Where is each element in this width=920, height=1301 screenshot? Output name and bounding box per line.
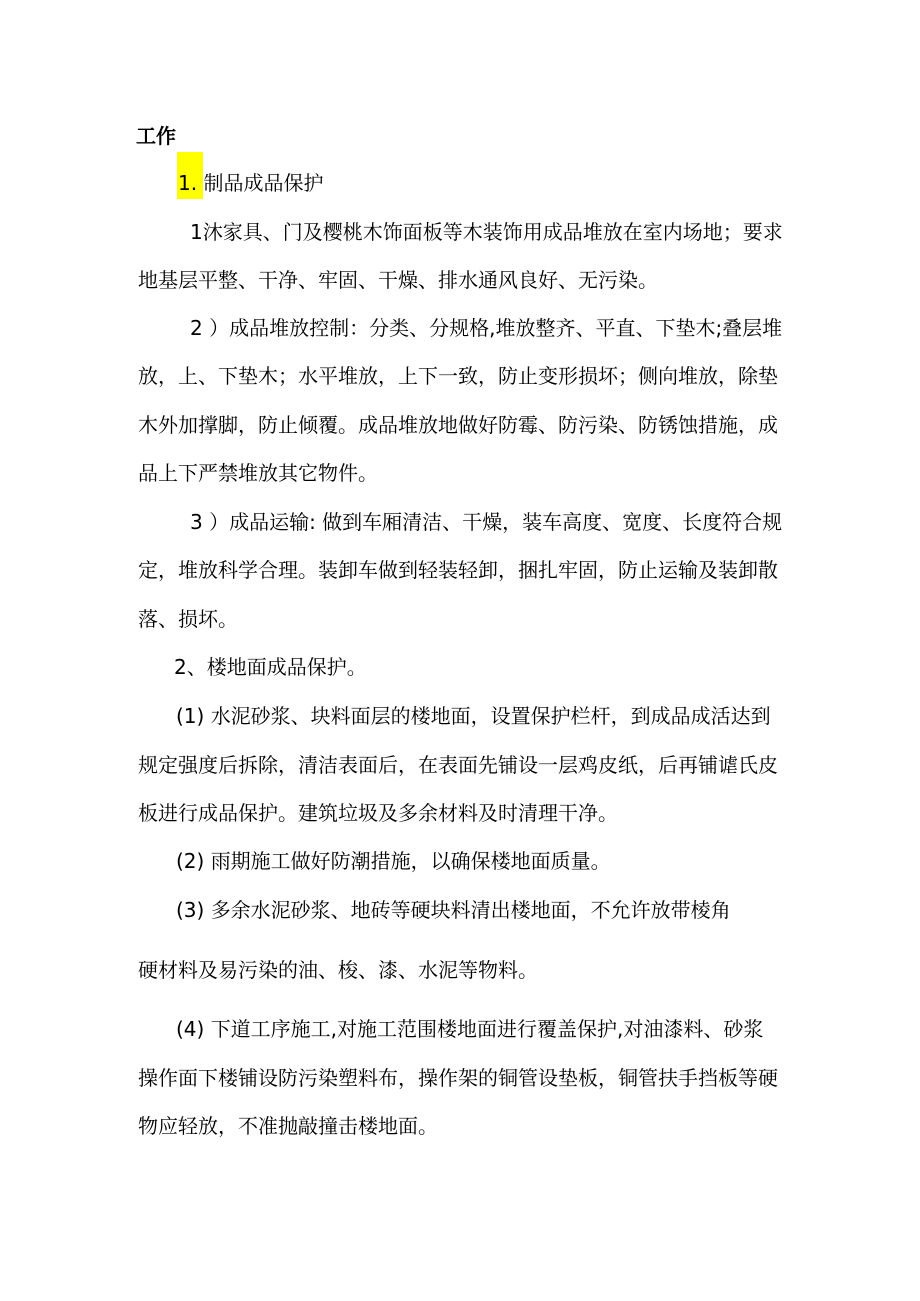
text-line: 规定强度后拆除，清洁表面后，在表面先铺设一层鸡皮纸，后再铺谑氏皮: [138, 753, 778, 777]
text-line: 落、损坏。: [138, 607, 238, 631]
text-line: 1沐家具、门及樱桃木饰面板等木装饰用成品堆放在室内场地；要求: [190, 220, 783, 244]
text-line: (1) 水泥砂浆、块料面层的楼地面，设置保护栏杆，到成品成活达到: [176, 704, 771, 728]
text-line: 定，堆放科学合理。装卸车做到轻装轻卸，捆扎牢固，防止运输及装卸散: [138, 558, 778, 582]
text-line: 放，上、下垫木；水平堆放，上下一致，防止变形损坏；侧向堆放，除垫: [138, 364, 778, 388]
text-line: 地基层平整、干净、牢固、干燥、排水通风良好、无污染。: [138, 268, 658, 292]
text-line: 3 ）成品运输: 做到车厢清洁、干燥，装车高度、宽度、长度符合规: [190, 510, 783, 534]
text-line: 品上下严禁堆放其它物件。: [138, 461, 378, 485]
text-line: 2 ）成品堆放控制：分类、分规格,堆放整齐、平直、下垫木;叠层堆: [190, 316, 783, 340]
text-line: 板进行成品保护。建筑垃圾及多余材料及时清理干净。: [138, 801, 618, 825]
text-line: 2、楼地面成品保护。: [174, 655, 367, 679]
text-line: 硬材料及易污染的油、梭、漆、水泥等物料。: [138, 958, 538, 982]
text-line: 物应轻放，不准抛敲撞击楼地面。: [138, 1114, 438, 1138]
text-line: (4) 下道工序施工,对施工范围楼地面进行覆盖保护,对油漆料、砂浆: [176, 1017, 764, 1041]
text-line: 木外加撑脚，防止倾覆。成品堆放地做好防霉、防污染、防锈蚀措施，成: [138, 413, 778, 437]
text-line: (3) 多余水泥砂浆、地砖等硬块料清出楼地面，不允许放带棱角: [176, 898, 731, 922]
text-line: 操作面下楼铺设防污染塑料布，操作架的铜管设垫板，铜管扶手挡板等硬: [138, 1066, 778, 1090]
text-line: (2) 雨期施工做好防潮措施，以确保楼地面质量。: [176, 849, 611, 873]
page-title: 工作: [136, 124, 176, 148]
text-line: 1. 制品成品保护: [178, 171, 324, 195]
